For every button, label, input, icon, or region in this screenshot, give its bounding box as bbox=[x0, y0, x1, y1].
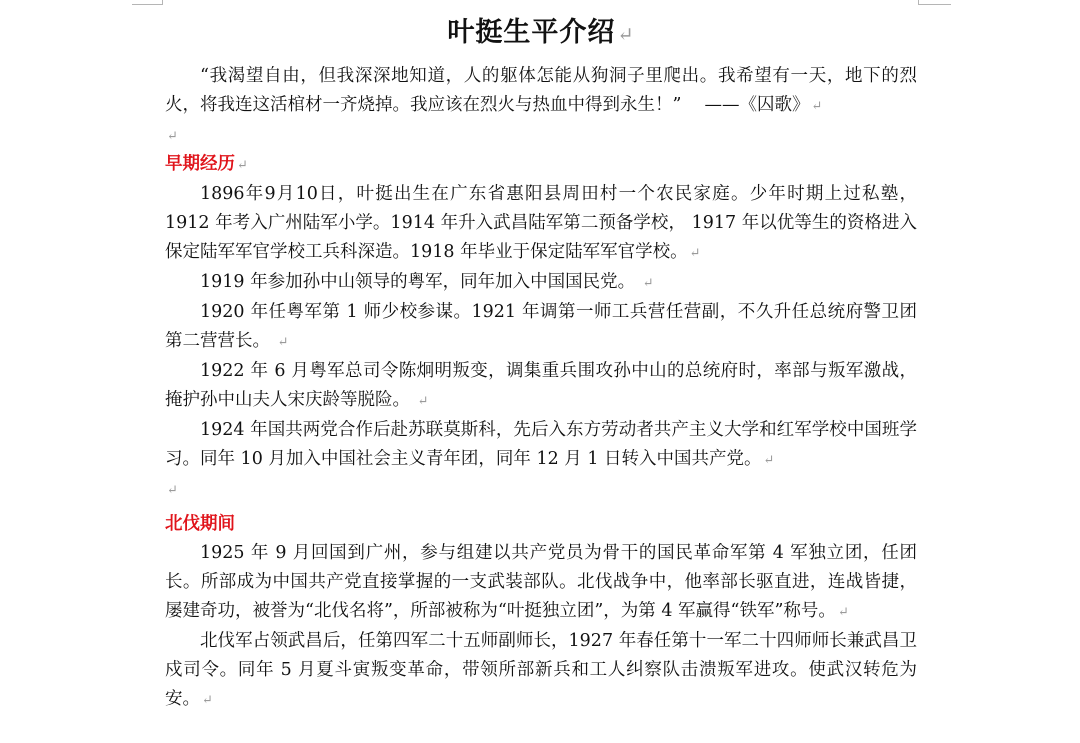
paragraph-mark-icon: ↵ bbox=[202, 693, 213, 708]
paragraph-mark-icon: ↵ bbox=[237, 158, 248, 173]
body-paragraph: 1925 年 9 月回国到广州，参与组建以共产党员为骨干的国民革命军第 4 军独立团，任团长。所部成为中国共产党直接掌握的一支武装部队。北伐战争中，他率部长驱直进，连战皆捷，屡建奇功，被誉为“北伐名将”，所部被称为“叶挺独立团”，为第 4 军赢得“铁军”称号。 ↵ bbox=[165, 543, 917, 621]
body-paragraph: 1920 年任粤军第 1 师少校参谋。1921 年调第一师工兵营任营副，不久升任总统府警卫团第二营营长。 ↵ bbox=[165, 302, 917, 351]
empty-paragraph bbox=[165, 121, 917, 150]
paragraph-mark-icon: ↵ bbox=[689, 246, 701, 261]
quote-text: “我渴望自由，但我深深地知道，人的躯体怎能从狗洞子里爬出。我希望有一天，地下的烈火，将我连这活棺材一齐烧掉。我应该在烈火与热血中得到永生！” ——《囚歌》 bbox=[165, 66, 917, 115]
document-body[interactable] bbox=[165, 14, 917, 715]
page-margin-corner-right bbox=[918, 0, 951, 5]
paragraph-mark-icon: ↵ bbox=[167, 129, 178, 144]
quote-paragraph bbox=[165, 62, 917, 121]
document-title bbox=[165, 14, 917, 54]
body-paragraph: 1922 年 6 月粤军总司令陈炯明叛变，调集重兵围攻孙中山的总统府时，率部与叛军激战，掩护孙中山夫人宋庆龄等脱险。 ↵ bbox=[165, 361, 917, 410]
paragraph-mark-icon: ↵ bbox=[763, 453, 775, 468]
title-text: 叶挺生平介绍 bbox=[447, 17, 616, 48]
paragraph-mark-icon: ↵ bbox=[642, 276, 654, 291]
paragraph-mark-icon: ↵ bbox=[837, 605, 849, 620]
page-margin-corner-left bbox=[132, 0, 163, 5]
body-paragraph: 1896年9月10日，叶挺出生在广东省惠阳县周田村一个农民家庭。少年时期上过私塾，1912 年考入广州陆军小学。1914 年升入武昌陆军第二预备学校， 1917 年以优等生的资格进入保定陆军军官学校工兵科深造。1918 年毕业于保定陆军军官学校。 ↵ bbox=[165, 184, 917, 262]
paragraph-mark-icon: ↵ bbox=[811, 99, 823, 114]
empty-paragraph bbox=[165, 475, 917, 510]
body-paragraph: 1919 年参加孙中山领导的粤军，同年加入中国国民党。 ↵ bbox=[200, 272, 654, 292]
paragraph-mark-icon: ↵ bbox=[167, 483, 178, 498]
paragraph-mark-icon: ↵ bbox=[617, 23, 635, 46]
body-paragraph: 北伐军占领武昌后，任第四军二十五师副师长，1927 年春任第十一军二十四师师长兼武昌卫戍司令。同年 5 月夏斗寅叛变革命，带领所部新兵和工人纠察队击溃叛军进攻。使武汉转危为安。 ↵ bbox=[165, 631, 917, 709]
body-paragraph: 1924 年国共两党合作后赴苏联莫斯科，先后入东方劳动者共产主义大学和红军学校中国班学习。同年 10 月加入中国社会主义青年团，同年 12 月 1 日转入中国共产党。 ↵ bbox=[165, 420, 917, 469]
paragraph-mark-icon: ↵ bbox=[277, 335, 289, 350]
paragraph-mark-icon: ↵ bbox=[417, 394, 429, 409]
section-heading: 北伐期间 bbox=[165, 514, 235, 534]
section-heading: 早期经历 ↵ bbox=[165, 154, 248, 174]
